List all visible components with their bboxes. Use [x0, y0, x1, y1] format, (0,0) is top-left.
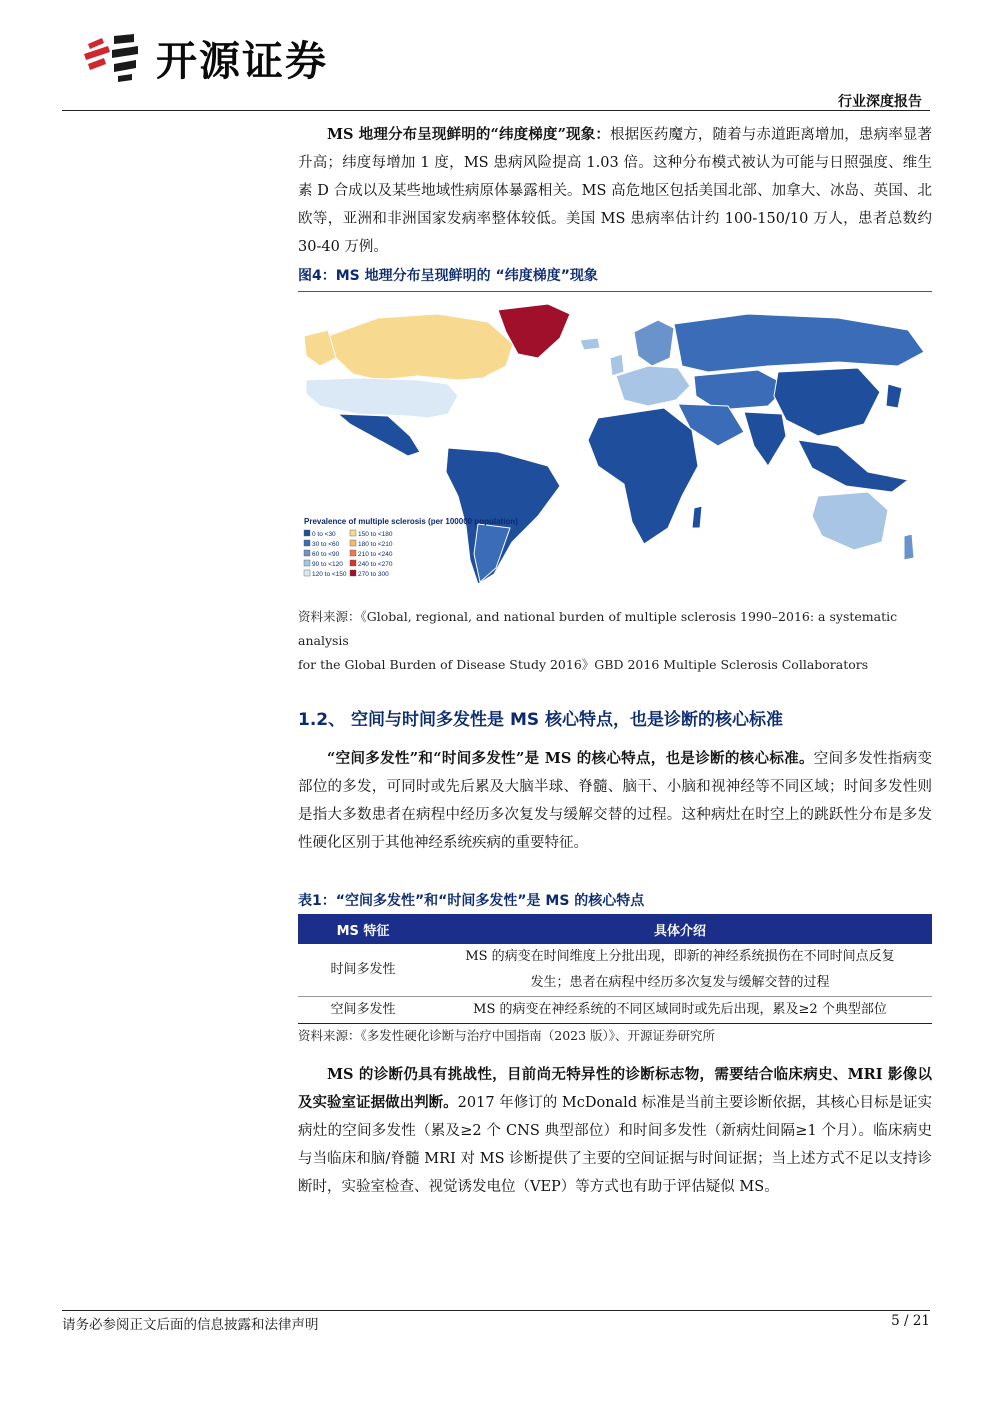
legend-label: 30 to <60 — [312, 541, 340, 548]
report-type-label: 行业深度报告 — [838, 94, 922, 110]
map-legend-title: Prevalence of multiple sclerosis (per 100000 population) — [304, 517, 518, 526]
legend-swatch — [350, 540, 356, 546]
paragraph-lead: “空间多发性”和“时间多发性”是 MS 的核心特点，也是诊断的核心标准。 — [327, 750, 814, 767]
map-region-iceland — [580, 338, 600, 350]
legend-label: 180 to <210 — [358, 541, 393, 548]
legend-label: 60 to <90 — [312, 551, 340, 558]
table-row — [298, 997, 932, 1024]
logo-mark-icon — [78, 30, 152, 84]
legend-swatch — [350, 560, 356, 566]
figure-title: 图4：MS 地理分布呈现鲜明的 “纬度梯度”现象 — [298, 265, 932, 292]
legend-swatch — [350, 550, 356, 556]
table-header-desc: 具体介绍 — [428, 914, 932, 944]
legend-label: 240 to <270 — [358, 561, 393, 568]
table-cell-desc — [428, 944, 932, 997]
map-region-uk — [610, 354, 624, 376]
table-cell-desc: MS 的病变在神经系统的不同区域同时或先后出现，累及≥2 个典型部位 — [428, 997, 932, 1024]
paragraph-lead: MS 的诊断仍具有挑战性，目前尚无特异性的诊断标志物，需要结合临床病史、MRI 影像以及实验室证据做出判断。 — [298, 1066, 932, 1111]
table-cell-feature: 时间多发性 — [298, 944, 428, 997]
paragraph-body: 2017 年修订的 McDonald 标准是当前主要诊断依据，其核心目标是证实病灶的空间多发性（累及≥2 个 CNS 典型部位）和时间多发性（新病灶间隔≥1 个月）。临床病史与当临床和脑/脊髓 MRI 对 MS 诊断提供了主要的空间证据与时间证据；当上述方式不足以支持诊断时，实验室检查、视觉诱发电位（VEP）等方式也有助于评估疑似 MS。 — [298, 1095, 933, 1195]
brand-logo — [78, 30, 328, 84]
legend-swatch — [304, 560, 310, 566]
table-source: 资料来源：《多发性硬化诊断与治疗中国指南（2023 版）》、开源证券研究所 — [298, 1028, 716, 1043]
figure-source-line1: 资料来源：《Global, regional, and national burden of multiple sclerosis 1990–2016: a systematic analysis — [298, 609, 898, 648]
figure-source-line2: for the Global Burden of Disease Study 2016》GBD 2016 Multiple Sclerosis Collaborators — [298, 657, 869, 672]
map-region-new-zealand — [904, 534, 914, 560]
legend-label: 120 to <150 — [312, 571, 347, 578]
footer-divider — [62, 1310, 930, 1311]
paragraph-body: 根据医药魔方，随着与赤道距离增加，患病率显著升高；纬度每增加 1 度，MS 患病风险提高 1.03 倍。这种分布模式被认为可能与日照强度、维生素 D 合成以及某些地域性病原体暴露相关。MS 高危地区包括美国北部、加拿大、冰岛、英国、北欧等，亚洲和非洲国家发病率整体较低。美国 MS 患病率估计约 100-150/10 万人，患者总数约 30-40 万例。 — [298, 127, 933, 255]
paragraph-diagnosis — [298, 1061, 932, 1201]
table-header-row — [298, 914, 932, 944]
section-heading: 1.2、 空间与时间多发性是 MS 核心特点，也是诊断的核心标准 — [298, 710, 784, 730]
legend-label: 0 to <30 — [312, 531, 336, 538]
footer-disclaimer: 请务必参阅正文后面的信息披露和法律声明 — [62, 1317, 319, 1333]
legend-swatch — [304, 570, 310, 576]
world-map-figure — [298, 296, 932, 596]
legend-swatch — [304, 530, 310, 536]
table-cell-desc-line: MS 的病变在时间维度上分批出现，即新的神经系统损伤在不同时间点反复 — [465, 949, 895, 964]
table-cell-desc-line: 发生；患者在病程中经历多次复发与缓解交替的过程 — [530, 975, 830, 990]
legend-label: 150 to <180 — [358, 531, 393, 538]
paragraph-latitude — [298, 121, 932, 261]
table-row — [298, 944, 932, 997]
legend-label: 270 to 300 — [358, 571, 389, 578]
header-divider — [62, 110, 930, 111]
brand-name: 开源证券 — [156, 36, 328, 85]
legend-swatch — [350, 570, 356, 576]
figure-source — [298, 605, 932, 677]
map-region-madagascar — [692, 506, 702, 528]
paragraph-lead: MS 地理分布呈现鲜明的“纬度梯度”现象： — [327, 126, 610, 143]
table-title: 表1：“空间多发性”和“时间多发性”是 MS 的核心特点 — [298, 893, 645, 909]
legend-swatch — [304, 550, 310, 556]
legend-label: 90 to <120 — [312, 561, 343, 568]
paragraph-body: 空间多发性指病变部位的多发，可同时或先后累及大脑半球、脊髓、脑干、小脑和视神经等不同区域；时间多发性则是指大多数患者在病程中经历多次复发与缓解交替的过程。这种病灶在时空上的跳跃性分布是多发性硬化区别于其他神经系统疾病的重要特征。 — [298, 751, 933, 851]
legend-swatch — [350, 530, 356, 536]
feature-table — [298, 914, 932, 1024]
page-number: 5 / 21 — [891, 1313, 930, 1329]
table-cell-feature: 空间多发性 — [298, 997, 428, 1024]
legend-swatch — [304, 540, 310, 546]
table-header-feature: MS 特征 — [298, 914, 428, 944]
legend-label: 210 to <240 — [358, 551, 393, 558]
paragraph-multiplicity — [298, 745, 932, 857]
